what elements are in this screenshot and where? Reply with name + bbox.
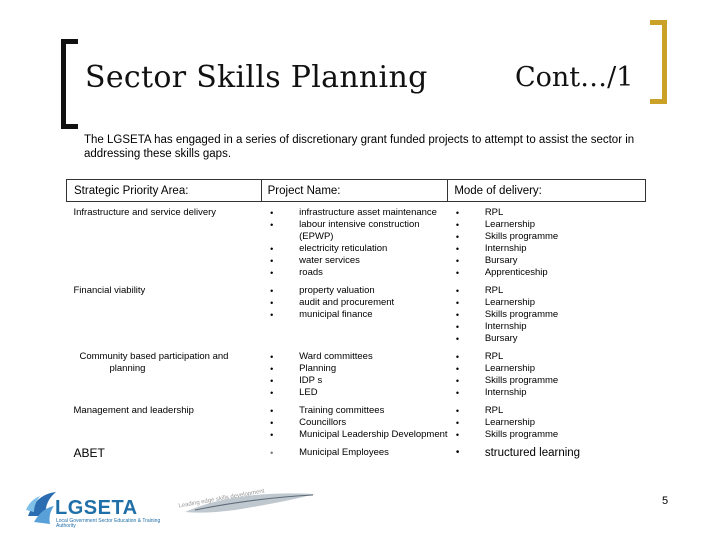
list-item: • Skills programme (448, 309, 646, 321)
list-item: • Councillors (261, 417, 448, 429)
list-item: • RPL (448, 285, 646, 297)
list-item: • RPL (448, 405, 646, 417)
list-item: • structured learning (448, 447, 646, 459)
row-area: Financial viability (73, 285, 146, 296)
row-modes (448, 349, 646, 403)
list-item: • LED (261, 387, 448, 399)
list-item: • Apprenticeship (448, 267, 646, 279)
list-item: • Skills programme (448, 375, 646, 387)
list-item: • Internship (448, 387, 646, 399)
list-item: • infrastructure asset maintenance (261, 207, 448, 219)
row-projects (261, 403, 448, 445)
right-bracket-decoration (650, 20, 667, 104)
list-item: • Learnership (448, 417, 646, 429)
slide-title: Sector Skills Planning (85, 60, 428, 95)
row-projects (261, 445, 448, 463)
list-item: • Internship (448, 321, 646, 333)
list-item: • water services (261, 255, 448, 267)
table-row-abet (67, 445, 646, 463)
list-item: • Bursary (448, 333, 646, 345)
list-item: • Learnership (448, 219, 646, 231)
row-modes (448, 283, 646, 349)
list-item: • Internship (448, 243, 646, 255)
table-header-row (67, 180, 646, 202)
logo-name: LGSETA (55, 497, 138, 519)
list-item: • Municipal Leadership Development (261, 429, 448, 441)
intro-paragraph: The LGSETA has engaged in a series of discretionary grant funded projects to attempt to assist the sector in addressing these skills gaps. (84, 134, 635, 160)
left-bracket-decoration (61, 39, 78, 129)
list-item: • RPL (448, 207, 646, 219)
page-number: 5 (662, 495, 669, 507)
header-mode-of-delivery: Mode of delivery: (448, 180, 646, 202)
list-item: • Skills programme (448, 231, 646, 243)
list-item: • Learnership (448, 363, 646, 375)
row-area: ABET (73, 446, 105, 460)
row-projects (261, 202, 448, 284)
row-area: Infrastructure and service delivery (73, 207, 217, 218)
row-modes (448, 403, 646, 445)
list-item: • roads (261, 267, 448, 279)
list-item: • RPL (448, 351, 646, 363)
list-item: • property valuation (261, 285, 448, 297)
list-item: • Training committees (261, 405, 448, 417)
list-item: • Bursary (448, 255, 646, 267)
table-row (67, 349, 646, 403)
table-row (67, 202, 646, 284)
slide-title-continuation: Cont…/1 (515, 62, 634, 93)
list-item: • Planning (261, 363, 448, 375)
row-area: Management and leadership (73, 405, 194, 416)
table-row (67, 283, 646, 349)
list-item: • electricity reticulation (261, 243, 448, 255)
list-item: • labour intensive construction (EPWP) (261, 219, 448, 243)
logo-tagline: Local Government Sector Education & Training Authority (56, 518, 161, 529)
list-item: • Ward committees (261, 351, 448, 363)
row-projects (261, 349, 448, 403)
row-area (67, 349, 262, 403)
table-row (67, 403, 646, 445)
list-item: • Learnership (448, 297, 646, 309)
list-item: • municipal finance (261, 309, 448, 321)
header-strategic-priority: Strategic Priority Area: (67, 180, 262, 202)
row-projects (261, 283, 448, 349)
header-project-name: Project Name: (261, 180, 448, 202)
row-modes (448, 202, 646, 284)
skills-table (66, 179, 646, 463)
list-item: • Skills programme (448, 429, 646, 441)
watermark-text: Leading edge skills development (178, 488, 265, 510)
list-item: • IDP s (261, 375, 448, 387)
row-modes (448, 445, 646, 463)
list-item: • audit and procurement (261, 297, 448, 309)
list-item: • Municipal Employees (261, 447, 448, 459)
row-area-text: Community based participation and planning (79, 351, 229, 374)
